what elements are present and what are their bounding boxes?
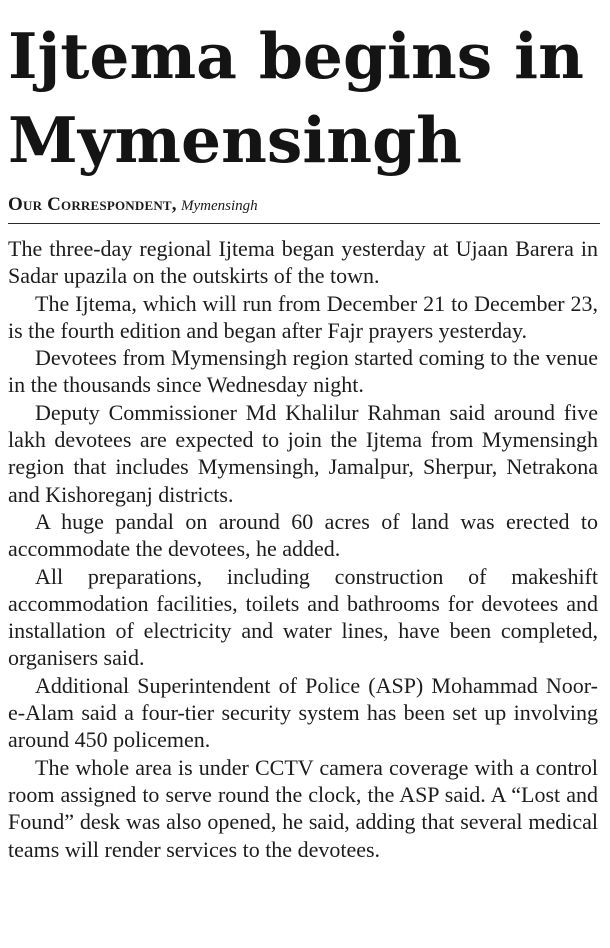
byline-place: Mymensingh bbox=[180, 198, 258, 214]
paragraph-7: Additional Superintendent of Police (ASP) Mohammad Noor-e-Alam said a four-tier security system has been set up involving around 450 policemen. bbox=[8, 672, 598, 753]
headline bbox=[8, 14, 600, 182]
headline-line-1: Ijtema begins in bbox=[8, 19, 584, 93]
headline-line-2: Mymensingh bbox=[8, 103, 462, 177]
byline bbox=[8, 194, 600, 217]
paragraph-4: Deputy Commissioner Md Khalilur Rahman said around five lakh devotees are expected to join the Ijtema from Mymensingh region that includes Mymensingh, Jamalpur, Sherpur, Netrakona and Kishoreganj districts. bbox=[8, 399, 598, 507]
byline-divider bbox=[8, 223, 600, 224]
paragraph-5: A huge pandal on around 60 acres of land was erected to accommodate the devotees, he added. bbox=[8, 508, 598, 562]
paragraph-8: The whole area is under CCTV camera coverage with a control room assigned to serve round the clock, the ASP said. A “Lost and Found” desk was also opened, he said, adding that several medical teams will render services to the devotees. bbox=[8, 754, 598, 862]
article-body bbox=[8, 235, 598, 863]
byline-author: Our Correspondent, bbox=[8, 194, 177, 215]
paragraph-2: The Ijtema, which will run from December 21 to December 23, is the fourth edition and began after Fajr prayers yesterday. bbox=[8, 290, 598, 343]
paragraph-1: The three-day regional Ijtema began yesterday at Ujaan Barera in Sadar upazila on the outskirts of the town. bbox=[8, 236, 598, 289]
paragraph-6: All preparations, including construction of makeshift accommodation facilities, toilets and bathrooms for devotees and installation of electricity and water lines, have been completed, organisers said. bbox=[8, 563, 598, 671]
paragraph-3: Devotees from Mymensingh region started coming to the venue in the thousands since Wednesday night. bbox=[8, 345, 598, 398]
